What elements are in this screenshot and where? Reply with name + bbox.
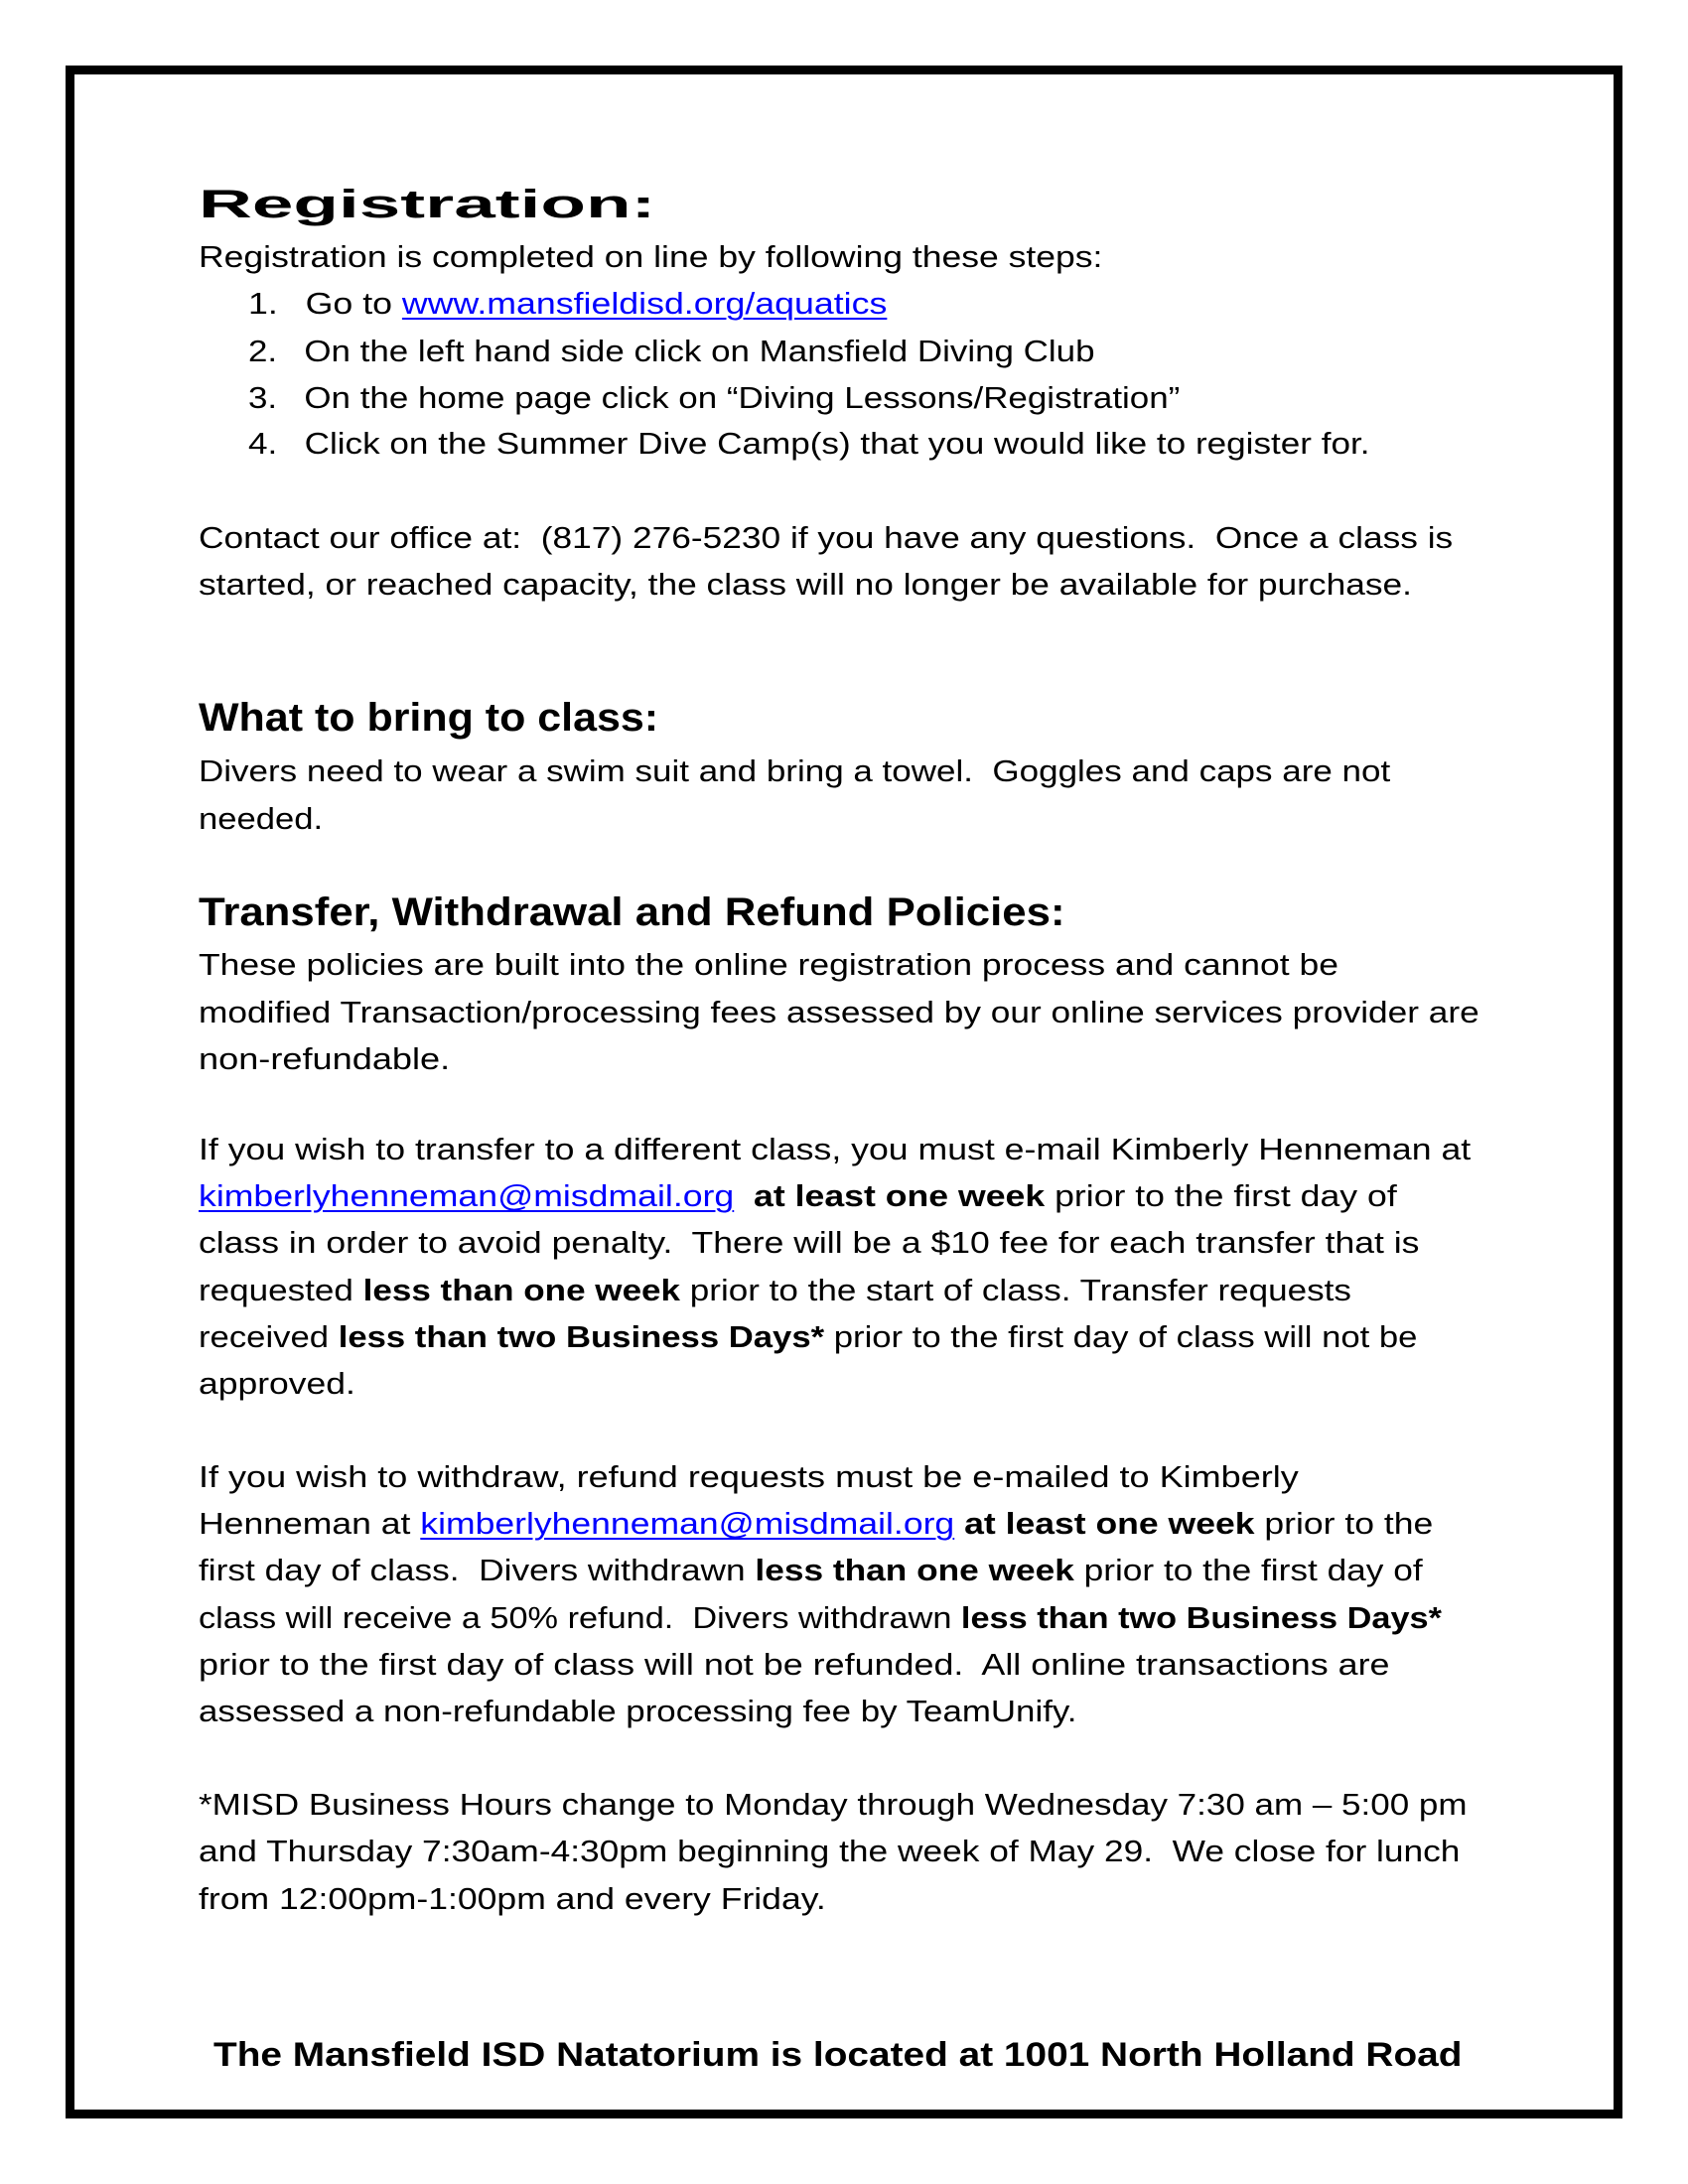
- transfer-line-4: requested less than one week prior to the start of class. Transfer requests: [199, 1273, 1351, 1307]
- registration-step-3: 3. On the home page click on “Diving Lessons/Registration”: [248, 378, 1180, 418]
- aquatics-link[interactable]: www.mansfieldisd.org/aquatics: [401, 286, 888, 321]
- withdraw-line-2: Henneman at kimberlyhenneman@misdmail.org at least one week prior to the: [199, 1506, 1434, 1541]
- registration-step-1: 1. Go to www.mansfieldisd.org/aquatics: [248, 284, 887, 324]
- withdraw-line-5: prior to the first day of class will not be refunded. All online transactions are: [199, 1647, 1390, 1682]
- bring-line-2: needed.: [199, 801, 324, 836]
- transfer-line-6: approved.: [199, 1366, 355, 1401]
- withdraw-line-4: class will receive a 50% refund. Divers withdrawn less than two Business Days*: [199, 1600, 1442, 1635]
- contact-line-1: Contact our office at: (817) 276-5230 if you have any questions. Once a class is: [199, 520, 1454, 555]
- registration-step-2: 2. On the left hand side click on Mansfield Diving Club: [248, 332, 1095, 371]
- withdraw-line-6: assessed a non-refundable processing fee by TeamUnify.: [199, 1694, 1077, 1728]
- transfer-line-3: class in order to avoid penalty. There will be a $10 fee for each transfer that is: [199, 1225, 1420, 1260]
- registration-intro: Registration is completed on line by following these steps:: [199, 239, 1103, 274]
- bring-heading: What to bring to class:: [199, 696, 659, 740]
- registration-step-4: 4. Click on the Summer Dive Camp(s) that you would like to register for.: [248, 424, 1370, 464]
- withdraw-line-1: If you wish to withdraw, refund requests must be e-mailed to Kimberly: [199, 1459, 1299, 1494]
- step-number: 4.: [248, 426, 278, 461]
- transfer-line-5: received less than two Business Days* prior to the first day of class will not be: [199, 1319, 1418, 1354]
- hours-line-3: from 12:00pm-1:00pm and every Friday.: [199, 1881, 826, 1916]
- transfer-line-2: kimberlyhenneman@misdmail.org at least one week prior to the first day of: [199, 1178, 1397, 1213]
- policies-intro-1: These policies are built into the online registration process and cannot be: [199, 947, 1338, 982]
- natatorium-address: The Mansfield ISD Natatorium is located at 1001 North Holland Road: [213, 2036, 1463, 2074]
- withdraw-line-3: first day of class. Divers withdrawn less than one week prior to the first day of: [199, 1553, 1423, 1587]
- hours-line-2: and Thursday 7:30am-4:30pm beginning the week of May 29. We close for lunch: [199, 1834, 1461, 1868]
- withdraw-email-link[interactable]: kimberlyhenneman@misdmail.org: [420, 1506, 955, 1541]
- step-number: 3.: [248, 380, 278, 415]
- contact-line-2: started, or reached capacity, the class will no longer be available for purchase.: [199, 567, 1412, 602]
- hours-line-1: *MISD Business Hours change to Monday through Wednesday 7:30 am – 5:00 pm: [199, 1787, 1468, 1822]
- registration-heading: Registration:: [199, 183, 656, 226]
- policies-intro-3: non-refundable.: [199, 1041, 451, 1076]
- bring-line-1: Divers need to wear a swim suit and bring a towel. Goggles and caps are not: [199, 753, 1391, 788]
- step-number: 2.: [248, 334, 278, 368]
- policies-intro-2: modified Transaction/processing fees assessed by our online services provider are: [199, 995, 1479, 1029]
- transfer-line-1: If you wish to transfer to a different class, you must e-mail Kimberly Henneman at: [199, 1132, 1472, 1166]
- transfer-email-link[interactable]: kimberlyhenneman@misdmail.org: [199, 1178, 735, 1213]
- policies-heading: Transfer, Withdrawal and Refund Policies:: [199, 890, 1065, 934]
- step-number: 1.: [248, 286, 278, 321]
